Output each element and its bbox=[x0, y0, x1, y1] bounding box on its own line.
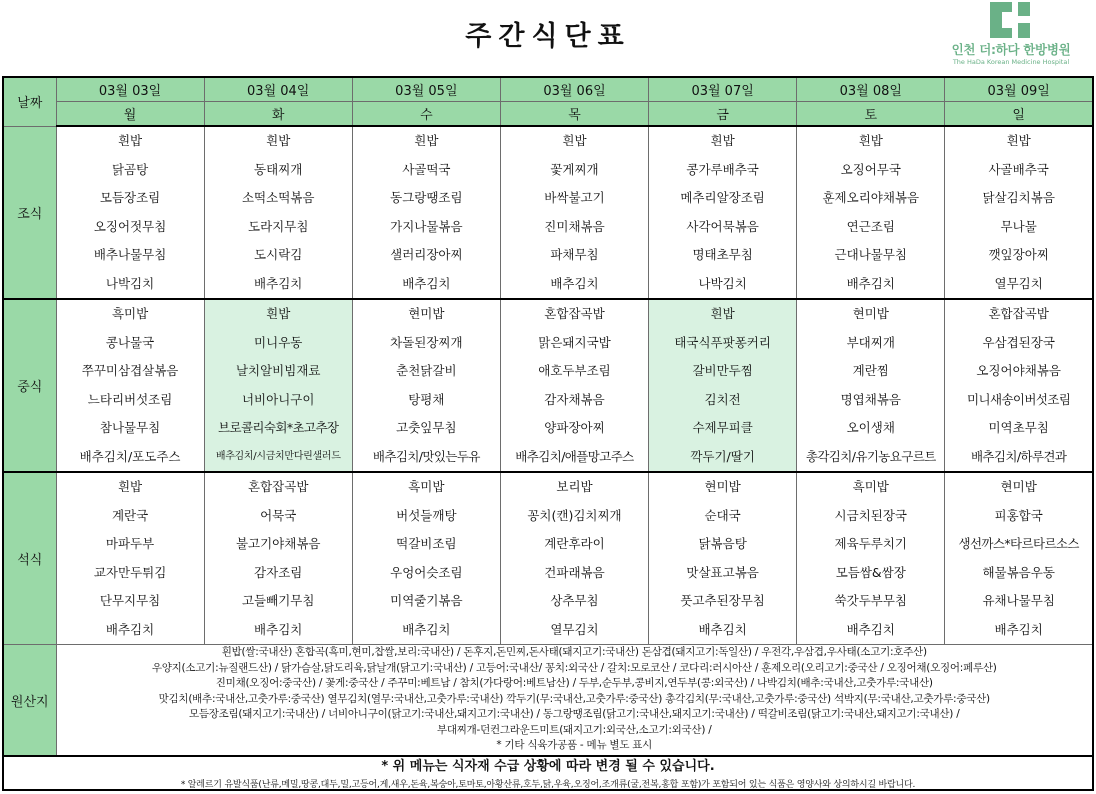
menu-item: 피홍합국 bbox=[994, 507, 1043, 523]
menu-item: 닭살김치볶음 bbox=[982, 190, 1055, 205]
menu-item: 열무김치 bbox=[994, 275, 1043, 291]
menu-item: 현미밥 bbox=[408, 306, 445, 321]
origin-line: 진미채(오징어:중국산) / 꽃게:중국산 / 주꾸미:베트남 / 참치(가다랑어:베트남산) / 두부,순두부,콩비지,연두부(콩:외국산) / 나박김치(배추:국내산,고춧가루:국내산) bbox=[215, 677, 933, 689]
menu-item: 고들빼기무침 bbox=[241, 593, 315, 608]
breakfast-cell bbox=[352, 126, 500, 299]
menu-item: 브로콜리숙회*초고추장 bbox=[218, 420, 339, 435]
notice-box bbox=[2, 753, 1094, 791]
dinner-cell bbox=[500, 472, 648, 645]
menu-item: 흰밥 bbox=[117, 133, 143, 148]
menu-item: 나박김치 bbox=[698, 275, 747, 291]
menu-item: 배추김치 bbox=[846, 275, 895, 291]
menu-item: 현미밥 bbox=[1000, 479, 1037, 494]
menu-item: 흑미밥 bbox=[852, 479, 889, 494]
menu-item: 유채나물무침 bbox=[982, 593, 1055, 608]
menu-item: 고춧잎무침 bbox=[396, 420, 457, 435]
menu-item: 해물볶음우동 bbox=[982, 564, 1055, 580]
day-weekday: 월 bbox=[56, 102, 204, 127]
breakfast-cell bbox=[945, 126, 1093, 299]
dinner-cell bbox=[352, 472, 500, 645]
menu-item: 혼합잡곡밥 bbox=[988, 306, 1049, 321]
menu-item: 배추김치 bbox=[105, 621, 155, 637]
day-weekday: 일 bbox=[945, 102, 1093, 127]
menu-item: 배추나물무침 bbox=[93, 247, 167, 262]
menu-item: 수제무피클 bbox=[692, 420, 753, 435]
menu-item: 흰밥 bbox=[117, 479, 143, 494]
menu-item: 부대찌개 bbox=[846, 334, 895, 350]
menu-item: 꽃게찌개 bbox=[550, 161, 599, 177]
row-label-lunch: 중식 bbox=[3, 299, 56, 472]
menu-item: 오징어무국 bbox=[840, 161, 901, 177]
menu-item: 나박김치 bbox=[105, 275, 155, 291]
logo-subtitle: The HaDa Korean Medicine Hospital bbox=[952, 58, 1070, 66]
menu-item: 사골배추국 bbox=[988, 161, 1049, 177]
breakfast-cell bbox=[649, 126, 797, 299]
menu-item: 시금치된장국 bbox=[834, 507, 907, 523]
weekly-menu-table bbox=[2, 76, 1094, 757]
menu-item: 계란찜 bbox=[852, 363, 889, 378]
breakfast-cell bbox=[797, 126, 945, 299]
menu-item: 날치알비빔재료 bbox=[235, 363, 321, 378]
menu-item: 동태찌개 bbox=[254, 161, 303, 177]
origin-line: * 기타 식육가공품 - 메뉴 별도 표시 bbox=[496, 739, 653, 751]
origin-line: 우양지(소고기:뉴질랜드산) / 닭가슴살,닭도리육,닭날개(닭고기:국내산) / 고등어:국내산/ 꽁치:외국산 / 갈치:모로코산 / 코다리:러시아산 / 훈제오리(오리고기:중국산 / 오징어채(오징어:페루산) bbox=[151, 661, 997, 674]
logo-mark-icon bbox=[988, 2, 1034, 38]
breakfast-cell bbox=[56, 126, 204, 299]
menu-item: 탕평채 bbox=[408, 391, 445, 407]
menu-item: 맛살표고볶음 bbox=[686, 564, 759, 580]
menu-item: 동그랑땡조림 bbox=[390, 190, 463, 205]
menu-item: 마파두부 bbox=[105, 536, 155, 551]
menu-item: 배추김치 bbox=[846, 621, 895, 637]
menu-item: 제육두루치기 bbox=[834, 536, 907, 551]
menu-item: 흰밥 bbox=[710, 306, 735, 321]
menu-item: 단무지무침 bbox=[99, 593, 161, 608]
menu-item: 보리밥 bbox=[556, 479, 593, 494]
menu-item: 감자채볶음 bbox=[544, 391, 605, 407]
menu-item: 배추김치 bbox=[550, 275, 599, 291]
menu-item: 생선까스*타르타르소스 bbox=[958, 536, 1079, 551]
menu-item: 배추김치/애플망고주스 bbox=[515, 448, 634, 464]
menu-item: 태국식푸팟퐁커리 bbox=[674, 334, 771, 350]
menu-item: 배추김치/시금치만다린샐러드 bbox=[215, 450, 341, 462]
menu-item: 진미채볶음 bbox=[544, 218, 605, 234]
menu-item: 우삼겹된장국 bbox=[982, 334, 1055, 350]
lunch-cell-highlighted bbox=[204, 299, 352, 472]
row-label-date: 날짜 bbox=[3, 77, 56, 126]
menu-item: 배추김치 bbox=[254, 621, 303, 637]
menu-item: 명엽채볶음 bbox=[840, 391, 901, 407]
origin-line: 맛김치(배추:국내산,고춧가루:중국산) 열무김치(열무:국내산,고춧가루:국내산) 깍두기(무:국내산,고춧가루:중국산) 총각김치(무:국내산,고춧가루:중국산) 석박지(무:국내산,고춧가루:중국산) bbox=[158, 692, 990, 705]
menu-item: 무나물 bbox=[1000, 218, 1037, 234]
dinner-cell bbox=[204, 472, 352, 645]
row-label-origin: 원산지 bbox=[3, 645, 56, 757]
lunch-cell bbox=[352, 299, 500, 472]
menu-item: 도시락김 bbox=[254, 247, 303, 262]
menu-item: 흰밥 bbox=[1006, 133, 1031, 148]
menu-item: 명태초무침 bbox=[692, 247, 753, 262]
menu-item: 흑미밥 bbox=[111, 306, 149, 321]
menu-item: 샐러리장아찌 bbox=[390, 247, 463, 262]
day-weekday: 목 bbox=[500, 102, 648, 127]
day-weekday: 금 bbox=[649, 102, 797, 127]
menu-item: 우엉어슷조림 bbox=[390, 564, 463, 580]
day-weekday: 수 bbox=[352, 102, 500, 127]
day-weekday: 화 bbox=[204, 102, 352, 127]
menu-item: 흰밥 bbox=[266, 306, 291, 321]
menu-item: 계란후라이 bbox=[544, 536, 605, 551]
menu-item: 맑은돼지국밥 bbox=[538, 334, 611, 350]
menu-item: 가지나물볶음 bbox=[390, 218, 463, 234]
day-date: 03월 08일 bbox=[797, 77, 945, 102]
notice-allergy: * 알레르기 유발식품(난류,메밀,땅콩,대두,밀,고등어,게,새우,돈육,복숭아,토마토,아황산류,호두,닭,우육,오징어,조개류(굴,전복,홍합 포함)가 포함되어 있는 식품은 영양사와 상의하시길 바랍니다. bbox=[180, 780, 916, 790]
logo-name: 인천 더:하다 한방병원 bbox=[951, 42, 1071, 57]
menu-item: 배추김치 bbox=[698, 621, 747, 637]
menu-item: 오이생채 bbox=[846, 420, 895, 435]
menu-item: 연근조림 bbox=[846, 218, 895, 234]
menu-item: 참나물무침 bbox=[99, 420, 161, 435]
menu-item: 미역줄기볶음 bbox=[390, 593, 463, 608]
menu-item: 미니우동 bbox=[254, 334, 303, 350]
menu-item: 도라지무침 bbox=[248, 218, 309, 234]
menu-item: 현미밥 bbox=[852, 306, 889, 321]
menu-item: 쭈꾸미삼겹살볶음 bbox=[81, 363, 179, 378]
origin-line: 부대찌개-던컨그라운드미트(돼지고기:외국산,소고기:외국산) / bbox=[436, 723, 712, 736]
menu-item: 흰밥 bbox=[266, 133, 291, 148]
menu-item: 모듬장조림 bbox=[99, 190, 161, 205]
dinner-cell bbox=[649, 472, 797, 645]
day-date: 03월 03일 bbox=[56, 77, 204, 102]
menu-item: 배추김치/포도주스 bbox=[79, 448, 181, 464]
menu-item: 풋고추된장무침 bbox=[680, 593, 765, 608]
menu-item: 상추무침 bbox=[550, 593, 599, 608]
day-date: 03월 04일 bbox=[204, 77, 352, 102]
page-title: 주간식단표 bbox=[465, 21, 631, 52]
menu-item: 양파장아찌 bbox=[544, 420, 605, 435]
menu-item: 열무김치 bbox=[550, 621, 599, 637]
menu-item: 김치전 bbox=[704, 391, 741, 407]
menu-item: 배추김치 bbox=[402, 275, 451, 291]
menu-item: 현미밥 bbox=[704, 479, 741, 494]
menu-item: 어묵국 bbox=[260, 507, 297, 523]
day-date: 03월 07일 bbox=[649, 77, 797, 102]
menu-item: 깍두기/딸기 bbox=[690, 448, 755, 464]
menu-item: 닭곰탕 bbox=[111, 161, 149, 177]
menu-item: 흰밥 bbox=[858, 133, 883, 148]
menu-item: 혼합잡곡밥 bbox=[248, 479, 309, 494]
origin-line: 모듬장조림(돼지고기:국내산) / 너비아니구이(닭고기:국내산,돼지고기:국내산) / 동그랑땡조림(닭고기:국내산,돼지고기:국내산) / 떡갈비조림(닭고기:국내산,돼지고기:국내산) / bbox=[188, 708, 960, 720]
menu-item: 닭볶음탕 bbox=[698, 536, 747, 551]
menu-item: 소떡소떡볶음 bbox=[241, 190, 315, 205]
menu-item: 훈제오리야채볶음 bbox=[822, 190, 920, 205]
menu-item: 배추김치/하루견과 bbox=[970, 448, 1067, 464]
hospital-logo bbox=[936, 2, 1086, 74]
menu-item: 애호두부조림 bbox=[538, 363, 611, 378]
menu-item: 총각김치/유기농요구르트 bbox=[805, 448, 936, 464]
dinner-cell bbox=[945, 472, 1093, 645]
menu-item: 흰밥 bbox=[710, 133, 735, 148]
menu-item: 깻잎장아찌 bbox=[988, 247, 1049, 262]
menu-item: 미역초무침 bbox=[988, 420, 1049, 435]
menu-item: 미니새송이버섯조림 bbox=[967, 391, 1071, 407]
menu-item: 배추김치 bbox=[254, 275, 303, 291]
menu-item: 불고기야채볶음 bbox=[235, 536, 321, 551]
day-weekday: 토 bbox=[797, 102, 945, 127]
menu-item: 콩가루배추국 bbox=[686, 161, 759, 177]
breakfast-cell bbox=[500, 126, 648, 299]
lunch-cell bbox=[945, 299, 1093, 472]
menu-item: 쑥갓두부무침 bbox=[834, 593, 907, 608]
menu-item: 오징어야채볶음 bbox=[976, 363, 1061, 378]
menu-item: 계란국 bbox=[111, 507, 149, 523]
origin-info bbox=[56, 645, 1093, 757]
menu-item: 차돌된장찌개 bbox=[390, 334, 463, 350]
menu-item: 오징어젓무침 bbox=[93, 218, 167, 234]
menu-item: 근대나물무침 bbox=[834, 247, 907, 262]
menu-item: 너비아니구이 bbox=[241, 391, 315, 407]
breakfast-cell bbox=[204, 126, 352, 299]
menu-item: 순대국 bbox=[704, 507, 741, 523]
menu-item: 콩나물국 bbox=[105, 334, 155, 350]
day-date: 03월 05일 bbox=[352, 77, 500, 102]
menu-item: 감자조림 bbox=[254, 564, 303, 580]
origin-line: 흰밥(쌀:국내산) 혼합곡(흑미,현미,찹쌀,보리:국내산) / 돈후지,돈민찌,돈사태(돼지고기:국내산) 돈삼겹(돼지고기:독일산) / 우전각,우삼겹,우사태(소고기:호주산) bbox=[221, 646, 927, 658]
menu-item: 사각어묵볶음 bbox=[686, 218, 759, 234]
menu-item: 춘천닭갈비 bbox=[396, 363, 457, 378]
menu-item: 버섯들깨탕 bbox=[396, 507, 457, 523]
menu-item: 배추김치/맛있는두유 bbox=[372, 448, 480, 464]
row-label-dinner: 석식 bbox=[3, 472, 56, 645]
lunch-cell-highlighted bbox=[649, 299, 797, 472]
menu-item: 메추리알장조림 bbox=[680, 190, 765, 205]
menu-item: 혼합잡곡밥 bbox=[544, 306, 605, 321]
day-date: 03월 09일 bbox=[945, 77, 1093, 102]
menu-item: 배추김치 bbox=[994, 621, 1043, 637]
menu-item: 흰밥 bbox=[414, 133, 439, 148]
menu-item: 교자만두튀김 bbox=[93, 564, 167, 580]
menu-item: 꽁치(캔)김치찌개 bbox=[527, 507, 622, 523]
menu-item: 떡갈비조림 bbox=[396, 536, 457, 551]
lunch-cell bbox=[797, 299, 945, 472]
day-date: 03월 06일 bbox=[500, 77, 648, 102]
menu-item: 흰밥 bbox=[562, 133, 587, 148]
lunch-cell bbox=[56, 299, 204, 472]
menu-item: 바싹불고기 bbox=[544, 190, 605, 205]
lunch-cell bbox=[500, 299, 648, 472]
dinner-cell bbox=[797, 472, 945, 645]
menu-item: 갈비만두찜 bbox=[692, 363, 753, 378]
menu-item: 배추김치 bbox=[402, 621, 451, 637]
menu-item: 건파래볶음 bbox=[544, 564, 605, 580]
menu-item: 흑미밥 bbox=[408, 479, 445, 494]
dinner-cell bbox=[56, 472, 204, 645]
menu-item: 파채무침 bbox=[550, 247, 599, 262]
notice-main: * 위 메뉴는 식자재 수급 상황에 따라 변경 될 수 있습니다. bbox=[381, 759, 715, 774]
menu-item: 느타리버섯조림 bbox=[87, 391, 173, 407]
row-label-breakfast: 조식 bbox=[3, 126, 56, 299]
menu-item: 모듬쌈&쌈장 bbox=[835, 564, 906, 580]
menu-item: 사골떡국 bbox=[402, 161, 451, 177]
